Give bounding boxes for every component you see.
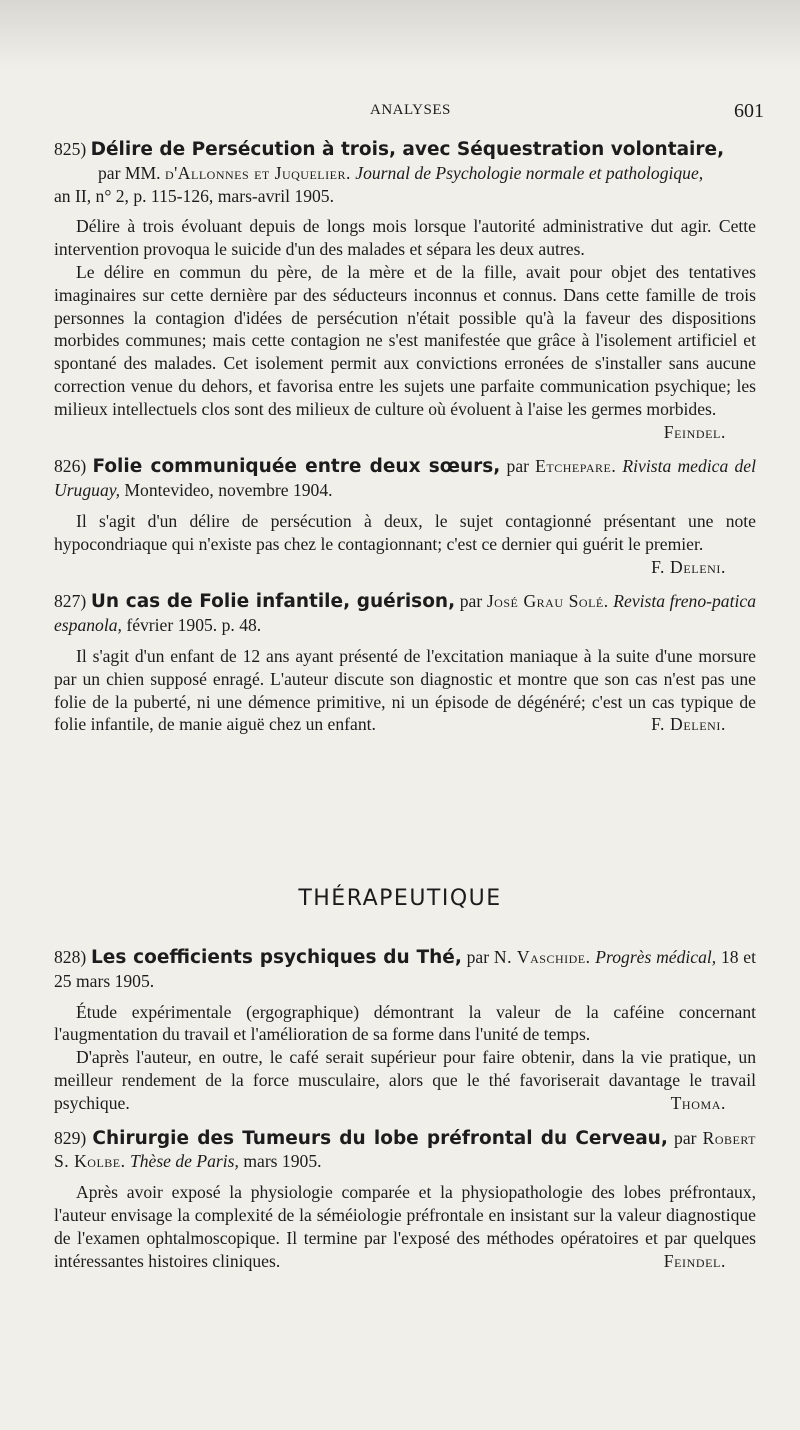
- entry-paragraph: [54, 1181, 756, 1272]
- entry-title: Délire de Persécution à trois, avec Séquestration volontaire,: [90, 139, 725, 160]
- scan-shadow: [0, 0, 800, 70]
- entry-byline: [54, 162, 756, 185]
- entry-heading: [54, 138, 756, 207]
- entry-heading: [54, 1127, 756, 1174]
- entry-paragraph: [54, 645, 756, 736]
- entry-paragraph: [54, 1046, 756, 1114]
- entry-signature: Feindel.: [663, 1250, 726, 1271]
- entry-details: février 1905. p. 48.: [126, 615, 262, 636]
- therapeutique-section: [54, 946, 756, 1284]
- entry-signature: Thoma.: [670, 1092, 726, 1113]
- entry-828: [54, 946, 756, 1115]
- entry-paragraph-text: Il s'agit d'un enfant de 12 ans ayant présenté de l'excitation maniaque à la suite d'une morsure par un chien supposé enragé. L'auteur discute son diagnostic et montre que son cas n'est pas une folie de la puberté, ni une démence primitive, ni un épisode de dégénéré; c'est un cas typique de folie infantile, de manie aiguë chez un enfant.: [54, 645, 756, 735]
- byline-prefix: par: [674, 1127, 697, 1148]
- entry-825: [54, 138, 756, 443]
- entry-signature: F. Deleni.: [651, 556, 726, 577]
- entry-paragraph: Étude expérimentale (ergographique) démontrant la valeur de la caféine concernant l'augmentation du travail et l'amélioration de sa forme dans l'unité de temps.: [54, 1001, 756, 1045]
- running-head: [0, 100, 800, 124]
- entry-paragraph-text: D'après l'auteur, en outre, le café serait supérieur pour faire obtenir, dans la vie pratique, un meilleur rendement de la force musculaire, alors que le thé favoriserait davantage le travail psychique.: [54, 1047, 756, 1113]
- analyses-section: [54, 138, 756, 748]
- entry-paragraph-text: Après avoir exposé la physiologie comparée et la physiopathologie des lobes préfrontaux, l'auteur envisage la complexité de la séméiologie préfrontale en insistant sur la valeur diagnostique de l'examen ophtalmoscopique. Il termine par l'exposé des méthodes opératoires et par quelques intéressantes histoires cliniques.: [54, 1182, 756, 1271]
- entry-source: Rivista medica del Uruguay,: [54, 456, 756, 501]
- entry-details-line: [54, 185, 756, 208]
- entry-paragraph: [54, 510, 756, 577]
- byline-prefix: par MM.: [98, 162, 161, 183]
- entry-number: 825): [54, 139, 87, 159]
- entry-number: 827): [54, 591, 87, 612]
- entry-paragraph: Délire à trois évoluant depuis de longs mois lorsque l'autorité administrative dut agir. Cette intervention provoqua le suicide d'un des malades et sépara les deux autres.: [54, 216, 756, 260]
- entry-number: 826): [54, 456, 87, 477]
- entry-title: Les coefficients psychiques du Thé,: [91, 947, 462, 968]
- entry-details: mars 1905.: [243, 1151, 322, 1172]
- entry-title: Chirurgie des Tumeurs du lobe préfrontal du Cerveau,: [92, 1127, 668, 1149]
- running-title: ANALYSES: [370, 102, 451, 118]
- entry-source: Journal de Psychologie normale et pathologique,: [355, 162, 704, 183]
- entry-number: 828): [54, 947, 87, 967]
- entry-signature: Feindel.: [663, 421, 726, 442]
- entry-details: Montevideo, novembre 1904.: [124, 480, 333, 501]
- entry-paragraph-text: Il s'agit d'un délire de persécution à deux, le sujet contagionné présentant une note hypocondriaque qui n'existe pas chez le contagionnant; c'est ce dernier qui guérit le premier.: [54, 510, 756, 554]
- section-heading: THÉRAPEUTIQUE: [298, 886, 502, 911]
- entry-829: [54, 1127, 756, 1273]
- entry-details: 18 et 25 mars 1905.: [54, 947, 756, 991]
- entry-authors: Etchepare.: [535, 456, 617, 477]
- entry-authors: José Grau Solé.: [486, 591, 609, 612]
- entry-paragraph-text: Le délire en commun du père, de la mère et de la fille, avait pour objet des tentatives imaginaires sur cette dernière par des séducteurs inconnus et connus. Dans cette famille de trois personnes la contagion d'idées de persécution n'était possible qu'à la faveur des dispositions morbides communes; mais cette contagion ne s'est manifestée que grâce à l'isolement artificiel et spontané des malades. Cet isolement permit aux convictions erronées de s'installer sans aucune correction venue du dehors, et favorisa entre les sujets une parfaite communication psychique; les milieux intellectuels clos sont des milieux de culture où évoluent à l'aise les germes morbides.: [54, 261, 756, 419]
- entry-826: [54, 455, 756, 578]
- entry-signature: F. Deleni.: [651, 714, 726, 735]
- byline-prefix: par: [466, 947, 490, 967]
- entry-title: Folie communiquée entre deux sœurs,: [92, 456, 501, 478]
- entry-details: an II, n° 2, p. 115-126, mars-avril 1905.: [54, 185, 335, 206]
- page-number: 601: [734, 100, 764, 122]
- entry-authors: Robert S. Kolbe.: [54, 1127, 757, 1172]
- byline-prefix: par: [459, 591, 483, 612]
- byline-prefix: par: [506, 456, 529, 477]
- entry-heading: [54, 946, 756, 993]
- entry-title: Un cas de Folie infantile, guérison,: [90, 591, 456, 613]
- entry-authors: d'Allonnes et Juquelier.: [164, 162, 351, 183]
- entry-source: Thèse de Paris,: [129, 1151, 239, 1172]
- entry-heading: [54, 455, 756, 502]
- entry-heading: [54, 590, 756, 637]
- entry-number: 829): [54, 1127, 87, 1148]
- entry-authors: N. Vaschide.: [493, 947, 591, 967]
- entry-827: [54, 590, 756, 736]
- entry-paragraph: [54, 261, 756, 442]
- entry-source: Revista freno-patica espanola,: [54, 591, 756, 636]
- entry-source: Progrès médical,: [595, 947, 717, 967]
